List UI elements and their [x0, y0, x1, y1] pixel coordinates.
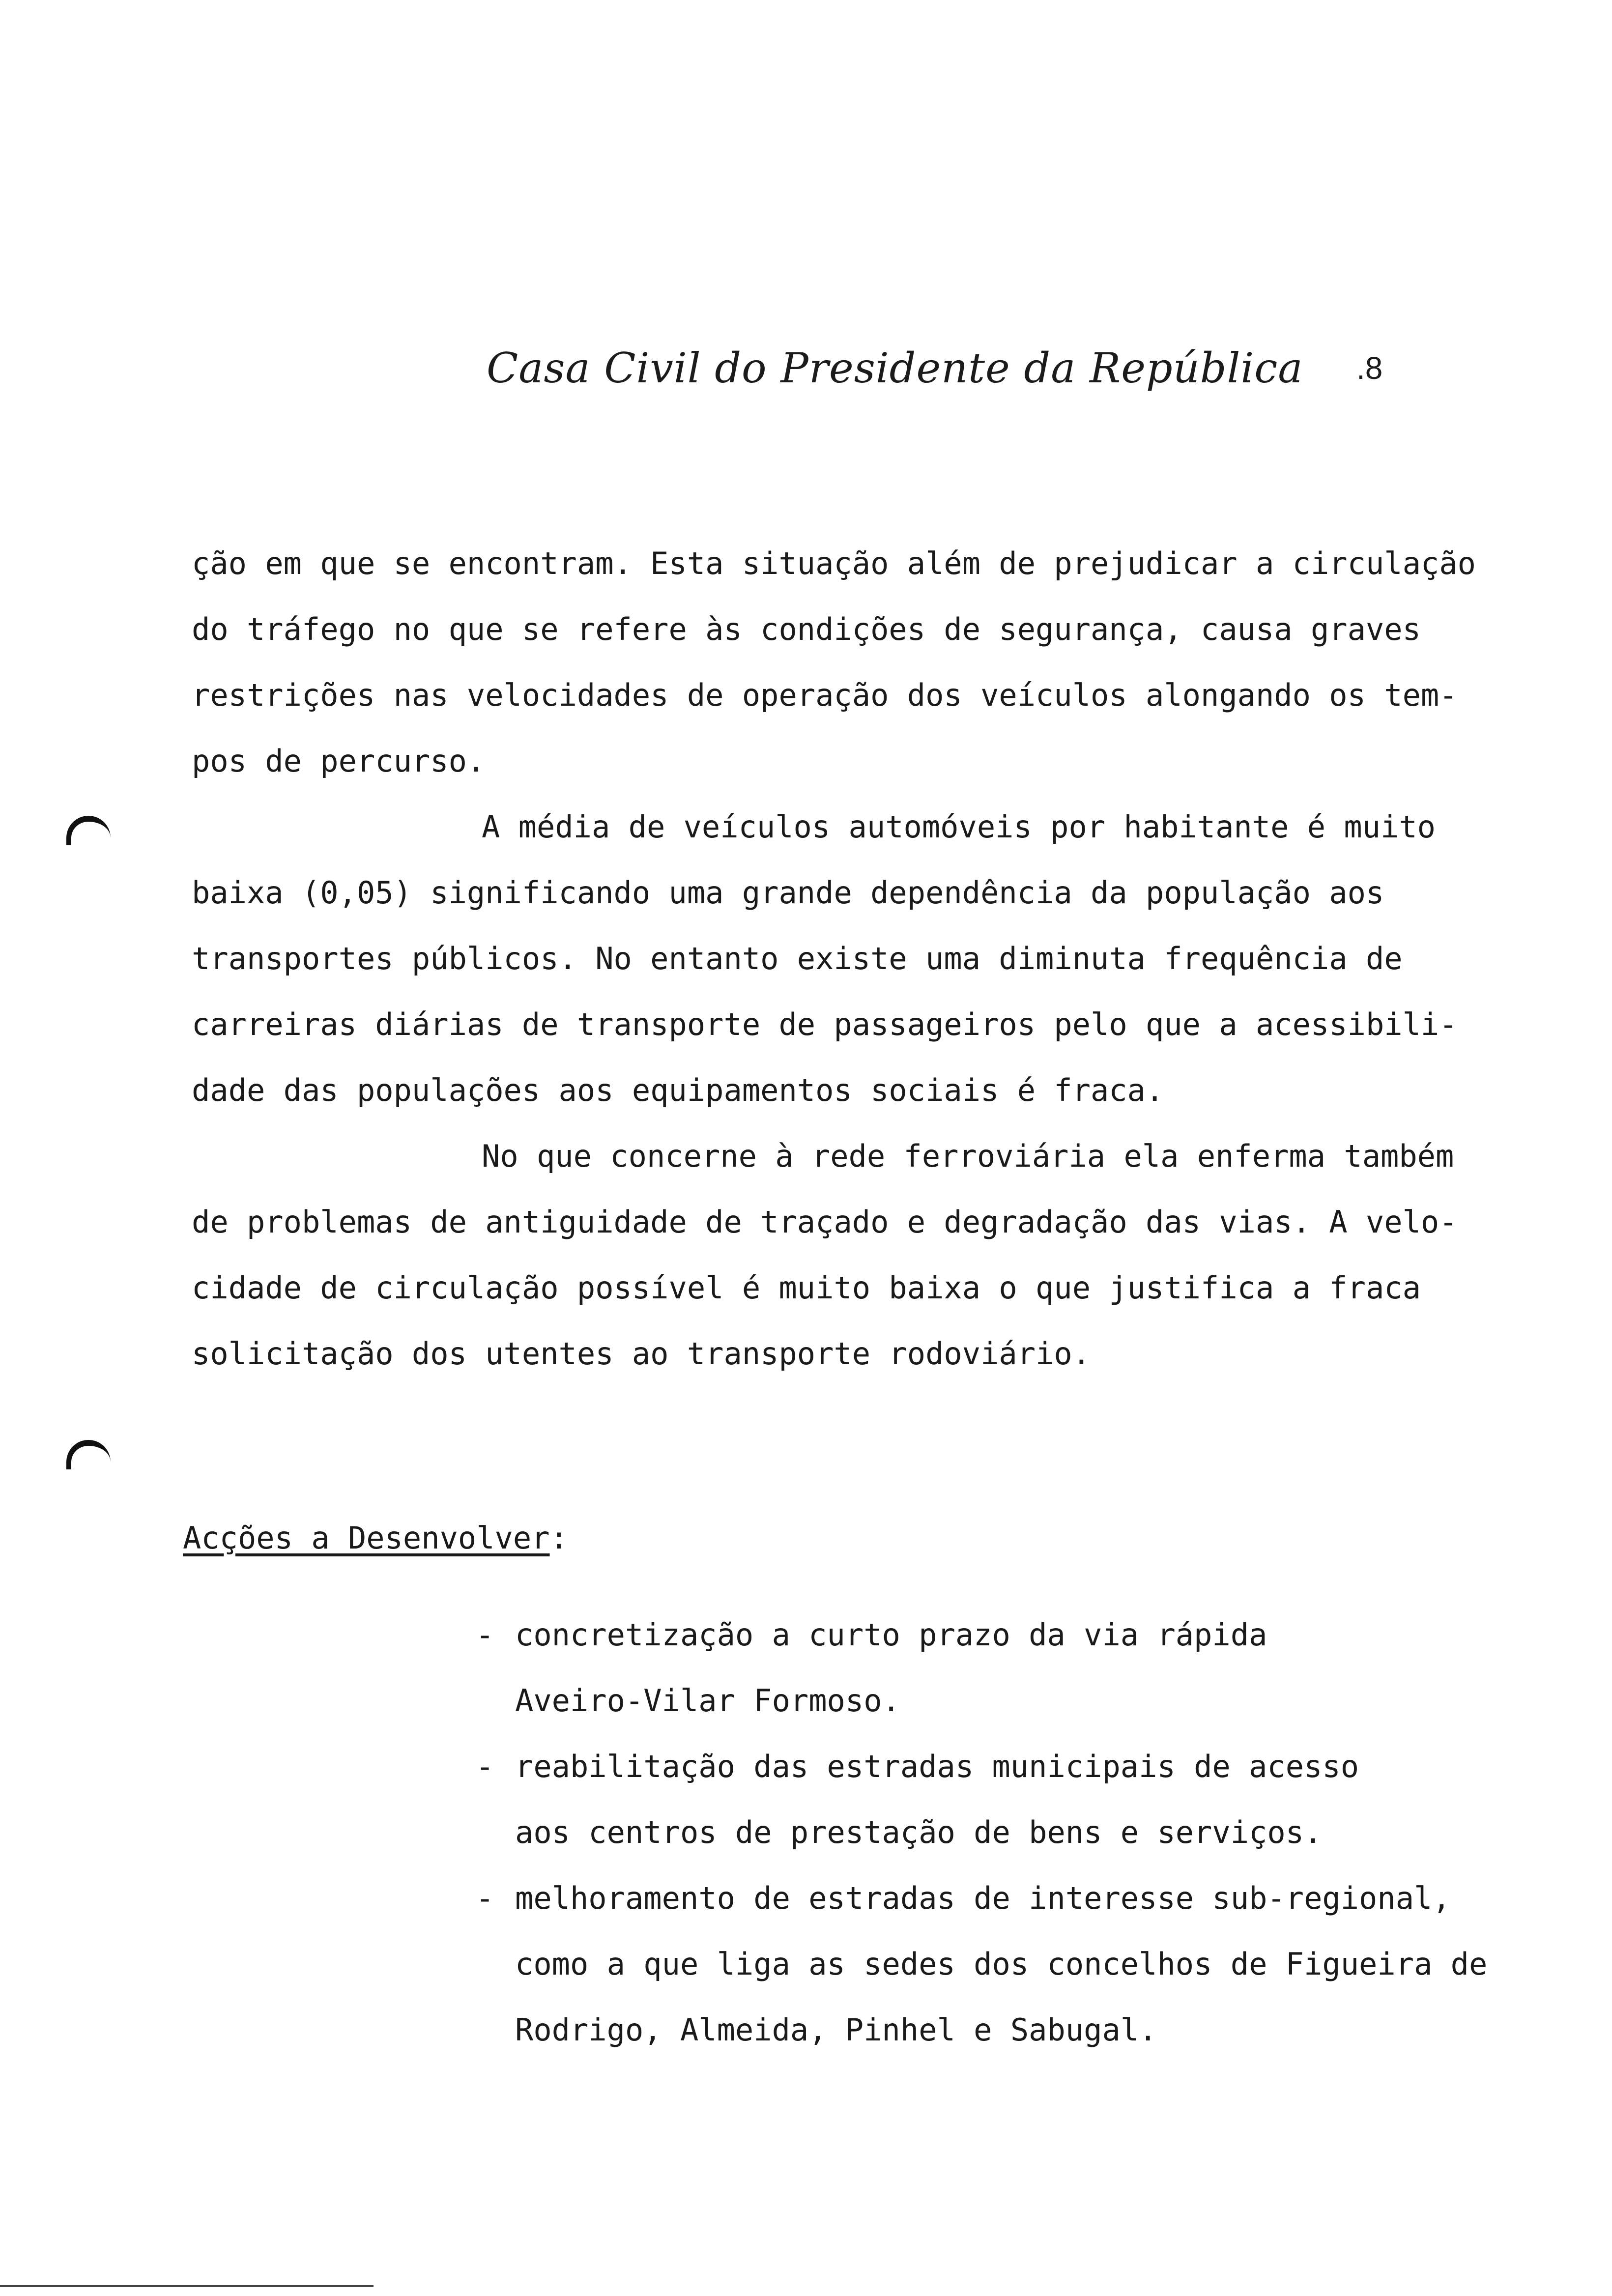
action-lines — [515, 1734, 1359, 1866]
paragraph-line: de problemas de antiguidade de traçado e degradação das vias. A velo- — [192, 1204, 1458, 1240]
punch-hole-mark — [66, 816, 111, 845]
action-line: concretização a curto prazo da via rápida — [515, 1617, 1267, 1653]
paragraph-line: pos de percurso. — [192, 743, 486, 779]
section-heading-text: Acções a Desenvolver — [183, 1520, 550, 1556]
action-line: Rodrigo, Almeida, Pinhel e Sabugal. — [515, 2012, 1157, 2048]
paragraph-2 — [192, 794, 1607, 1123]
bullet-dash: - — [476, 1880, 494, 1916]
letterhead: Casa Civil do Presidente da República — [487, 344, 1303, 392]
paragraph-line: No que concerne à rede ferroviária ela enferma também — [482, 1138, 1454, 1174]
action-lines — [515, 1866, 1487, 2063]
paragraph-1 — [192, 531, 1607, 794]
action-line: reabilitação das estradas municipais de acesso — [515, 1749, 1359, 1784]
action-item — [476, 1734, 1557, 1866]
paragraph-line: cidade de circulação possível é muito baixa o que justifica a fraca — [192, 1270, 1421, 1306]
action-item — [476, 1602, 1557, 1734]
page-number: .8 — [1356, 350, 1383, 386]
paragraph-line: do tráfego no que se refere às condições de segurança, causa graves — [192, 611, 1421, 647]
section-heading — [183, 1516, 568, 1560]
action-line: Aveiro-Vilar Formoso. — [515, 1683, 900, 1719]
paragraph-line: restrições nas velocidades de operação dos veículos alongando os tem- — [192, 677, 1458, 713]
action-line: melhoramento de estradas de interesse sub-regional, — [515, 1880, 1451, 1916]
paragraph-line: ção em que se encontram. Esta situação além de prejudicar a circulação — [192, 545, 1476, 581]
action-item — [476, 1866, 1557, 2063]
section-heading-colon: : — [549, 1520, 568, 1556]
paragraph-line: A média de veículos automóveis por habitante é muito — [482, 809, 1436, 845]
punch-hole-mark — [66, 1440, 111, 1469]
action-list — [476, 1602, 1557, 2063]
paragraph-3 — [192, 1123, 1607, 1387]
paragraph-line: solicitação dos utentes ao transporte rodoviário. — [192, 1336, 1091, 1372]
paragraph-line: transportes públicos. No entanto existe uma diminuta frequência de — [192, 941, 1403, 976]
bullet-dash: - — [476, 1749, 494, 1784]
bullet-dash: - — [476, 1617, 494, 1653]
action-line: aos centros de prestação de bens e serviços. — [515, 1814, 1323, 1850]
paragraph-line: dade das populações aos equipamentos sociais é fraca. — [192, 1072, 1164, 1108]
body-text — [192, 531, 1607, 1387]
action-line: como a que liga as sedes dos concelhos de Figueira de — [515, 1946, 1488, 1982]
paragraph-line: carreiras diárias de transporte de passageiros pelo que a acessibili- — [192, 1006, 1458, 1042]
paragraph-line: baixa (0,05) significando uma grande dependência da população aos — [192, 875, 1384, 911]
scan-edge-line — [0, 2285, 374, 2287]
action-lines — [515, 1602, 1267, 1734]
